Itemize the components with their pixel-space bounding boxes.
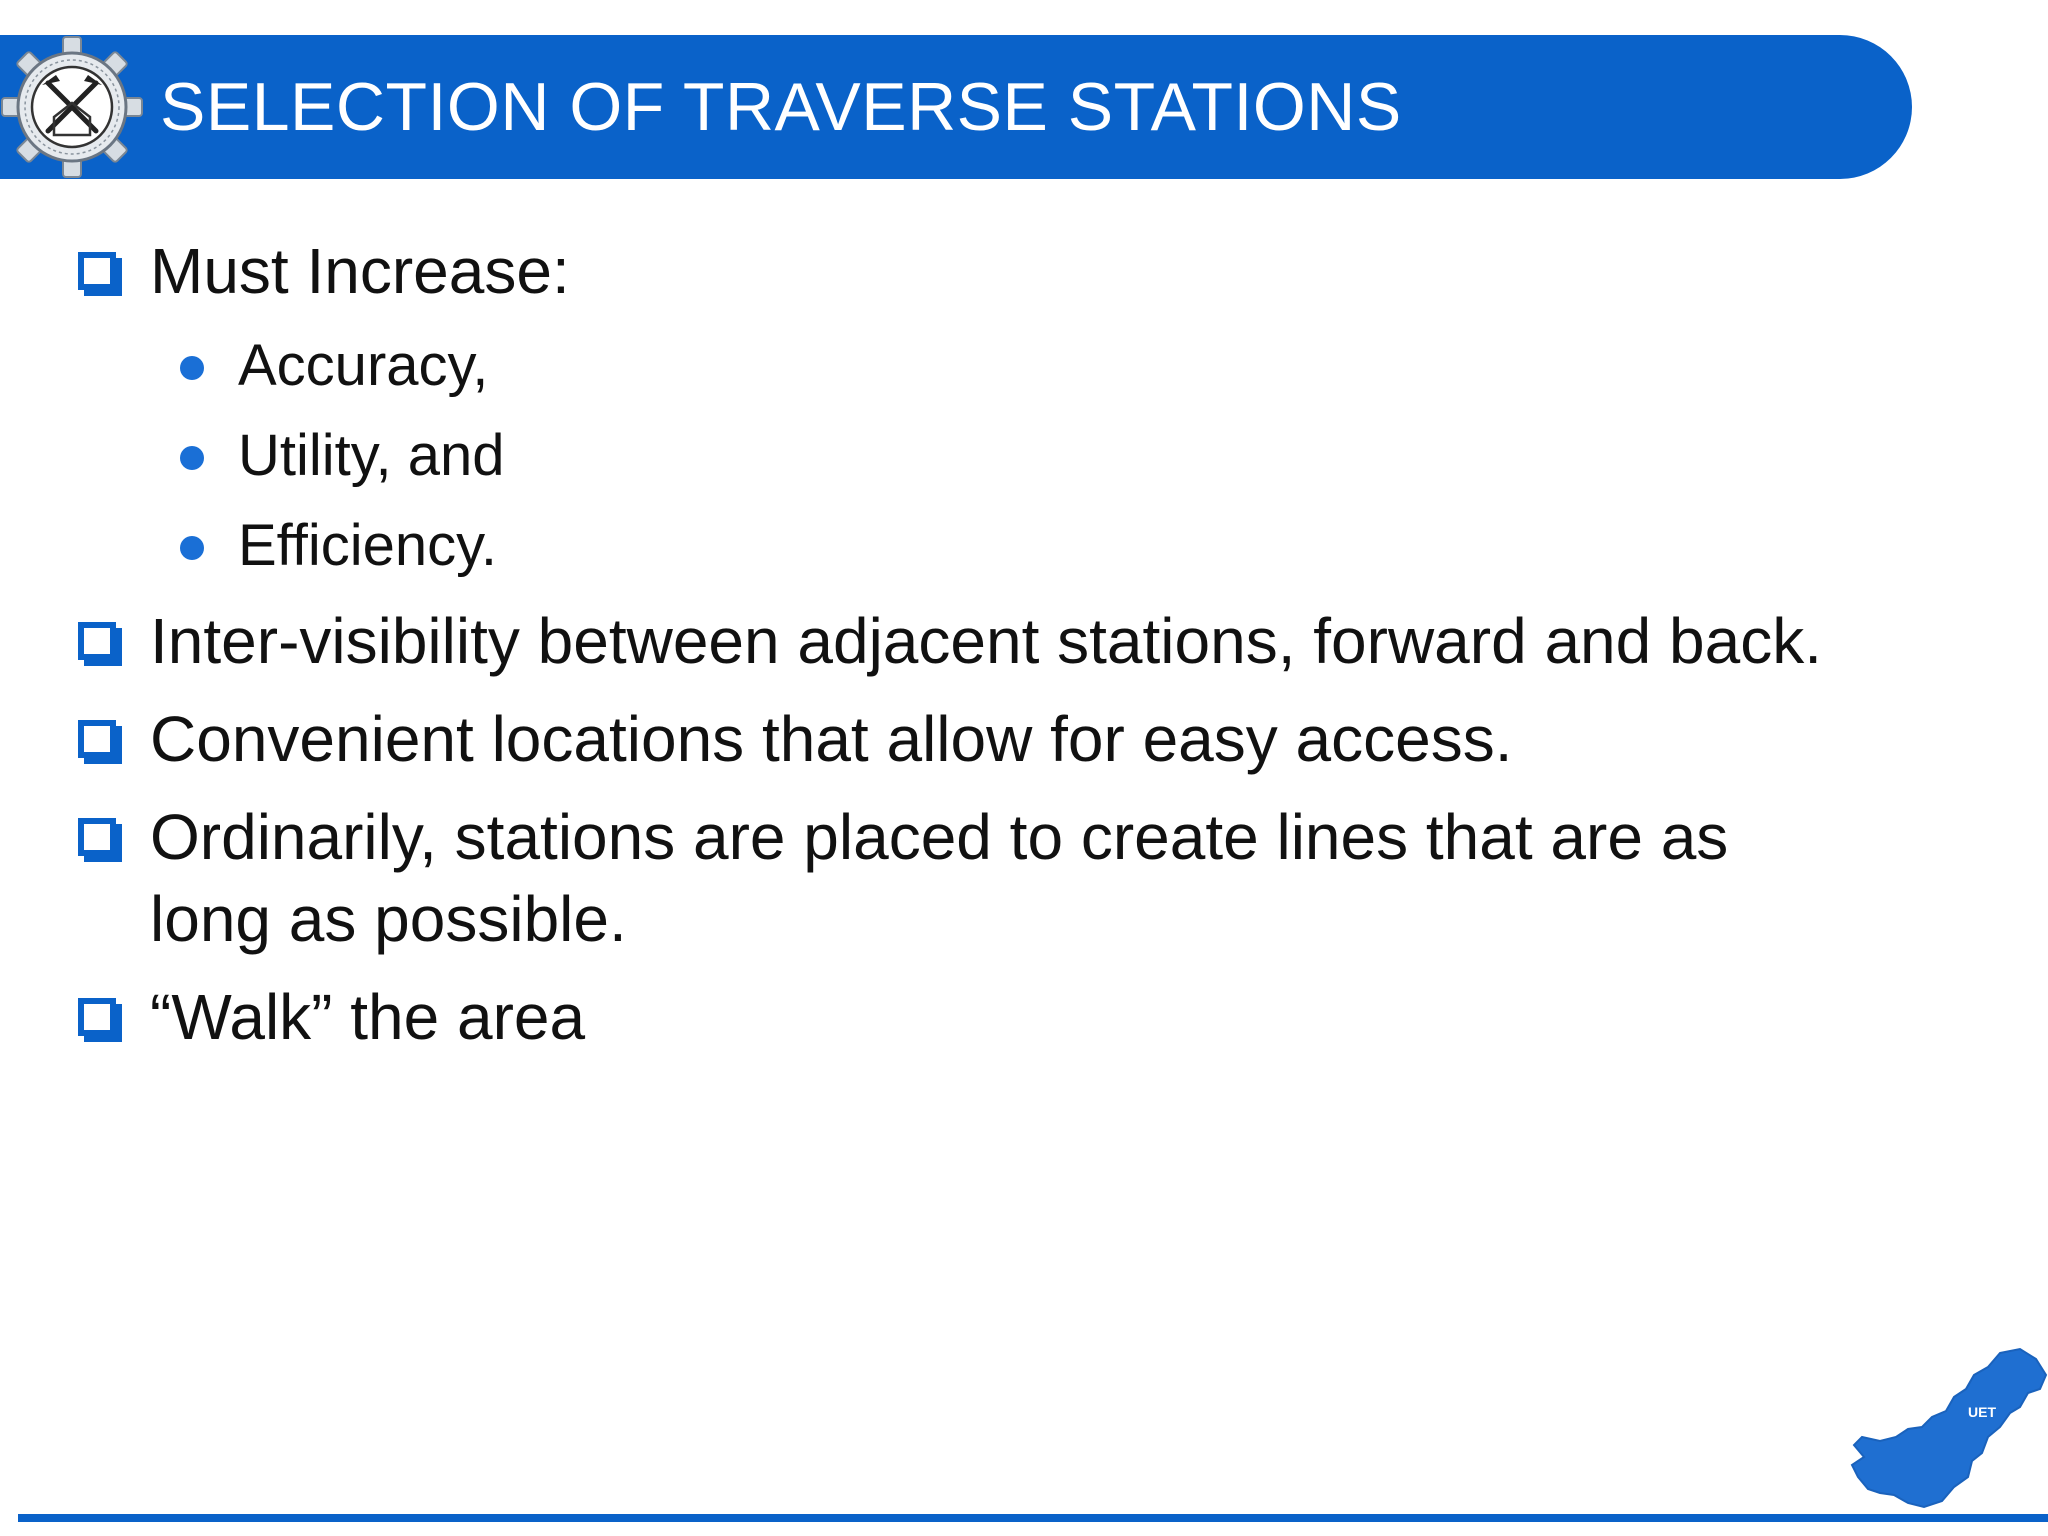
university-gear-emblem-icon bbox=[0, 35, 144, 179]
bullet-text-continued: long as possible. bbox=[150, 883, 627, 955]
bullet-text: Must Increase: bbox=[150, 235, 570, 307]
sub-bullet-text: Utility, and bbox=[238, 423, 505, 488]
slide-title: SELECTION OF TRAVERSE STATIONS bbox=[160, 69, 1402, 145]
filled-circle-bullet-icon bbox=[180, 356, 204, 380]
hollow-square-bullet-icon bbox=[78, 998, 116, 1036]
map-logo-label: UET bbox=[1968, 1404, 1996, 1420]
hollow-square-bullet-icon bbox=[78, 252, 116, 290]
filled-circle-bullet-icon bbox=[180, 446, 204, 470]
bullet-text: Convenient locations that allow for easy access. bbox=[150, 703, 1513, 775]
hollow-square-bullet-icon bbox=[78, 720, 116, 758]
footer-rule bbox=[18, 1514, 2048, 1522]
pakistan-map-icon bbox=[1850, 1345, 2048, 1515]
sub-bullet-text: Efficiency. bbox=[238, 513, 497, 578]
bullet-text: Ordinarily, stations are placed to create lines that are as bbox=[150, 801, 1729, 873]
bullet-text: “Walk” the area bbox=[150, 981, 586, 1053]
bullet-text: Inter-visibility between adjacent stations, forward and back. bbox=[150, 605, 1822, 677]
filled-circle-bullet-icon bbox=[180, 536, 204, 560]
hollow-square-bullet-icon bbox=[78, 818, 116, 856]
sub-bullet-text: Accuracy, bbox=[238, 333, 489, 398]
hollow-square-bullet-icon bbox=[78, 622, 116, 660]
